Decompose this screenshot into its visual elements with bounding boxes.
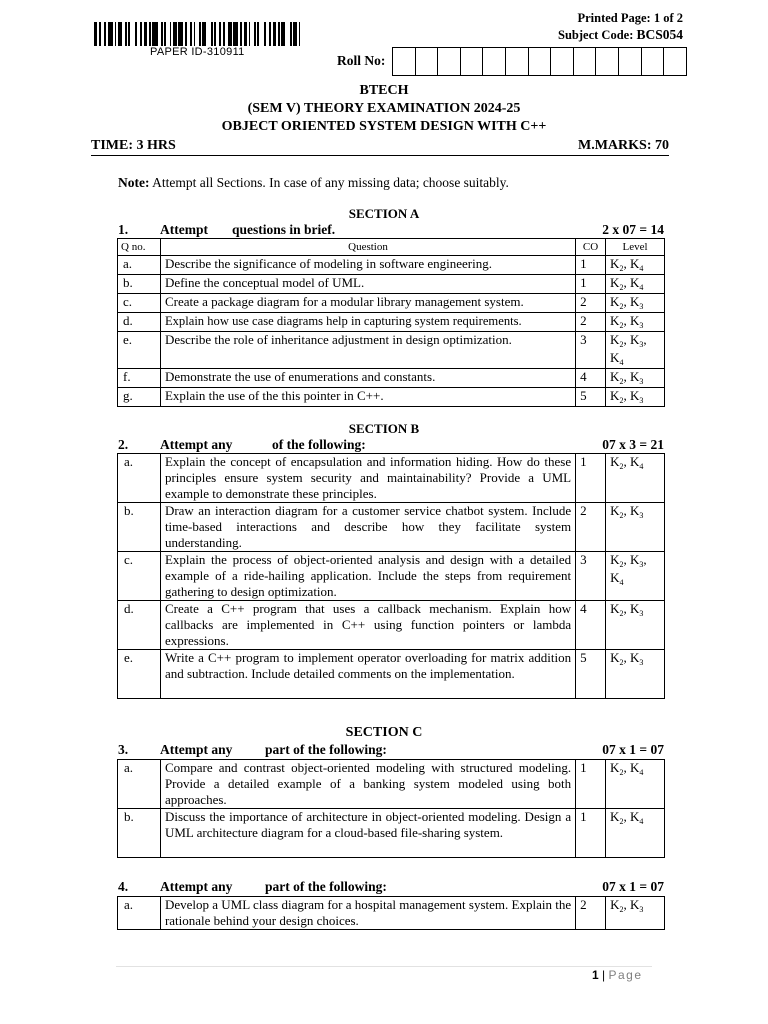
header-divider: [91, 155, 669, 156]
max-marks: M.MARKS: 70: [578, 138, 669, 153]
footer-divider: [116, 966, 652, 967]
q-co: 1: [576, 760, 606, 809]
q-text: Define the conceptual model of UML.: [160, 275, 575, 294]
q-level: $K_2$, $K_3$: [606, 294, 665, 313]
table-row: [118, 552, 665, 601]
q-number: a.: [118, 760, 161, 809]
q-number: b.: [118, 809, 161, 858]
table-row: [118, 601, 665, 650]
q-number: c.: [118, 294, 161, 313]
q-number: c.: [118, 552, 161, 601]
q-level: $K_2$, $K_3$: [606, 601, 665, 650]
table-row: [118, 760, 665, 809]
q-level: $K_2$, $K_3$: [606, 313, 665, 332]
q-text: Explain the concept of encapsulation and information hiding. How do these principles ensure system security and maintainability? Provide a UML example to demonstrate these principles.: [160, 454, 575, 503]
header-question: Question: [160, 239, 575, 256]
section-a-instr-b: questions in brief.: [232, 222, 336, 237]
q-number: e.: [118, 650, 161, 699]
section-b-instr-b: of the following:: [272, 437, 366, 452]
table-row: [118, 256, 665, 275]
q-level: $K_2$, $K_4$: [606, 809, 665, 858]
q-co: 5: [576, 650, 606, 699]
note-text: Attempt all Sections. In case of any missing data; choose suitably.: [152, 175, 509, 190]
q-co: 4: [576, 601, 606, 650]
table-row: [118, 388, 665, 407]
q-text: Describe the role of inheritance adjustment in design optimization.: [160, 332, 575, 369]
q-level: $K_2$, $K_4$: [606, 454, 665, 503]
q-text: Explain how use case diagrams help in capturing system requirements.: [160, 313, 575, 332]
section-b-table: [117, 453, 665, 699]
q-co: 4: [576, 369, 606, 388]
q3-instr-b: part of the following:: [265, 742, 387, 757]
q-level: $K_2$, $K_4$: [606, 760, 665, 809]
q-co: 1: [576, 275, 606, 294]
q-text: Write a C++ program to implement operator overloading for matrix addition and subtraction. Include detailed comments on the implementation.: [160, 650, 575, 699]
section-b-num: 2.: [118, 437, 129, 452]
section-b-title: SECTION B: [348, 421, 420, 436]
table-row: [118, 454, 665, 503]
q3-table: [117, 759, 665, 858]
page-number: 1: [592, 968, 599, 982]
table-row: [118, 275, 665, 294]
roll-no-label: Roll No:: [337, 53, 386, 68]
q-level: $K_2$, $K_3$: [606, 369, 665, 388]
q-level: $K_2$, $K_3$: [606, 650, 665, 699]
q-co: 2: [576, 503, 606, 552]
q-number: b.: [118, 275, 161, 294]
section-a-marks: 2 x 07 = 14: [602, 222, 664, 237]
note-label: Note:: [118, 175, 150, 190]
q4-instr-b: part of the following:: [265, 879, 387, 894]
table-row: [118, 650, 665, 699]
printed-page: Printed Page: 1 of 2: [577, 11, 683, 25]
course-title: BTECH: [359, 83, 409, 98]
table-row: [118, 294, 665, 313]
table-row: [118, 332, 665, 369]
q-co: 2: [576, 897, 606, 930]
section-a-title: SECTION A: [348, 206, 420, 221]
q-co: 2: [576, 294, 606, 313]
q-number: a.: [118, 256, 161, 275]
q4-instr-a: Attempt any: [160, 879, 233, 894]
q-text: Explain the use of the this pointer in C++.: [160, 388, 575, 407]
header-co: CO: [576, 239, 606, 256]
table-row: [118, 809, 665, 858]
section-a-table: [117, 238, 665, 407]
section-c-title: SECTION C: [345, 725, 423, 740]
q-text: Create a package diagram for a modular library management system.: [160, 294, 575, 313]
note: [118, 175, 509, 191]
q-number: d.: [118, 313, 161, 332]
q-level: $K_2$, $K_4$: [606, 256, 665, 275]
section-b-instr-a: Attempt any: [160, 437, 233, 452]
q-number: a.: [118, 454, 161, 503]
subject-code: [520, 27, 683, 43]
paper-id: PAPER ID-310911: [150, 46, 245, 58]
q-level: $K_2$, $K_3$, $K_4$: [606, 552, 665, 601]
q-number: e.: [118, 332, 161, 369]
subject-title: OBJECT ORIENTED SYSTEM DESIGN WITH C++: [221, 119, 547, 134]
q-text: Discuss the importance of architecture in object-oriented modeling. Design a UML architecture diagram for a cloud-based file-sharing system.: [160, 809, 575, 858]
q-co: 1: [576, 454, 606, 503]
q4-table: [117, 896, 665, 930]
section-a-num: 1.: [118, 222, 129, 237]
q-text: Describe the significance of modeling in software engineering.: [160, 256, 575, 275]
section-a-instr-a: Attempt: [160, 222, 208, 237]
q-co: 2: [576, 313, 606, 332]
q-text: Explain the process of object-oriented analysis and design with a detailed example of a ride-hailing application. Include the steps from requirement gathering to design optimization.: [160, 552, 575, 601]
q-level: $K_2$, $K_3$: [606, 897, 665, 930]
header-level: Level: [606, 239, 665, 256]
q4-marks: 07 x 1 = 07: [602, 879, 664, 894]
q-text: Draw an interaction diagram for a customer service chatbot system. Include time-based interactions and describe how they facilitate system understanding.: [160, 503, 575, 552]
q-number: a.: [118, 897, 161, 930]
q-co: 5: [576, 388, 606, 407]
q-number: f.: [118, 369, 161, 388]
q3-marks: 07 x 1 = 07: [602, 742, 664, 757]
q-text: Demonstrate the use of enumerations and constants.: [160, 369, 575, 388]
q-level: $K_2$, $K_3$: [606, 388, 665, 407]
q-co: 1: [576, 256, 606, 275]
page-footer: 1 | Page: [592, 968, 643, 982]
q-number: b.: [118, 503, 161, 552]
q-number: g.: [118, 388, 161, 407]
table-row: [118, 503, 665, 552]
q-co: 3: [576, 552, 606, 601]
roll-no-boxes[interactable]: [392, 47, 687, 76]
q-co: 1: [576, 809, 606, 858]
q-level: $K_2$, $K_3$: [606, 503, 665, 552]
q-level: $K_2$, $K_3$, $K_4$: [606, 332, 665, 369]
q-text: Develop a UML class diagram for a hospital management system. Explain the rationale behind your design choices.: [160, 897, 575, 930]
q-level: $K_2$, $K_4$: [606, 275, 665, 294]
table-row: [118, 369, 665, 388]
section-b-marks: 07 x 3 = 21: [602, 437, 664, 452]
header-qno: Q no.: [118, 239, 161, 256]
time-label: TIME: 3 HRS: [91, 138, 176, 153]
exam-title: (SEM V) THEORY EXAMINATION 2024-25: [247, 101, 521, 116]
subject-code-value: BCS054: [636, 27, 683, 42]
q-text: Compare and contrast object-oriented modeling with structured modeling. Provide a detailed example of a banking system modeled using both approaches.: [160, 760, 575, 809]
table-row: [118, 897, 665, 930]
q-number: d.: [118, 601, 161, 650]
page-word: Page: [608, 968, 643, 982]
q-co: 3: [576, 332, 606, 369]
subject-code-label: Subject Code:: [558, 28, 637, 42]
table-row: [118, 313, 665, 332]
barcode: [94, 22, 304, 46]
q3-instr-a: Attempt any: [160, 742, 233, 757]
q3-num: 3.: [118, 742, 129, 757]
q4-num: 4.: [118, 879, 129, 894]
q-text: Create a C++ program that uses a callback mechanism. Explain how callbacks are implemented in C++ using function pointers or lambda expressions.: [160, 601, 575, 650]
